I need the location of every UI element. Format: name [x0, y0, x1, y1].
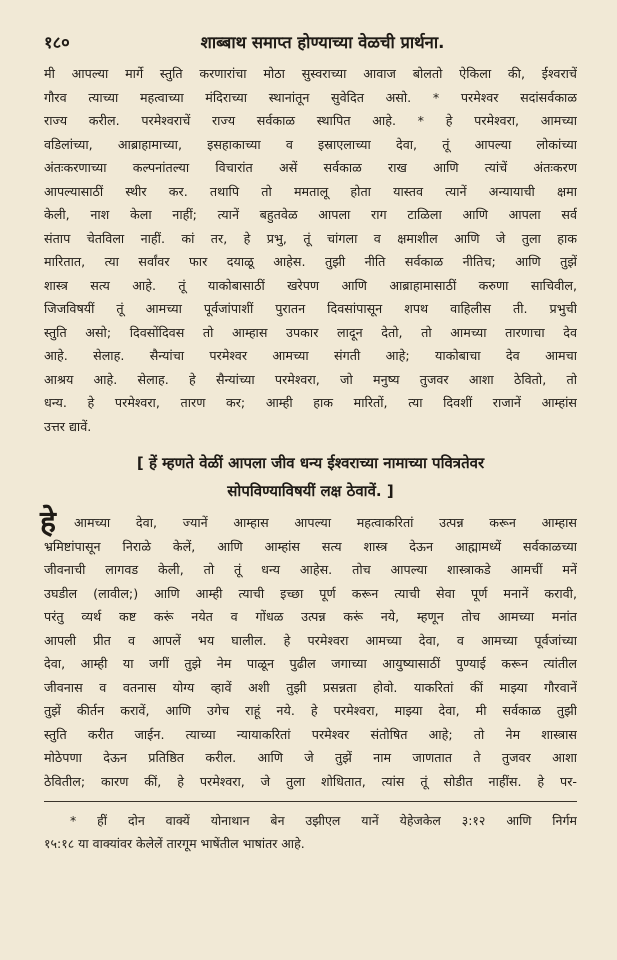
prayer-instruction: [44, 449, 577, 505]
text-line: जिजविषयीं तूं आमच्या पूर्वजांपाशीं पुरातन दिवसांपासून शपथ वाहिलीस ती. प्रभुची: [44, 301, 577, 316]
page-number: १८०: [44, 33, 70, 52]
footnote-line: १५:१८ या वाक्यांवर केलेलें तारगूम भाषेंतील भाषांतर आहे.: [44, 836, 305, 851]
text-line: परंतु व्यर्थ कष्ट करूं नयेत व गोंधळ उत्पन्न करूं नये, म्हणून तोच आमच्या मनांत: [44, 609, 577, 624]
text-line: उत्तर द्यावें.: [44, 418, 92, 434]
text-line: संताप चेतविला नाहीं. कां तर, हे प्रभु, तूं चांगला व क्षमाशील आणि जे तुला हाक: [44, 230, 577, 246]
paragraph-2: [40, 504, 577, 793]
prayer-instruction-line: [ हें म्हणते वेळीं आपला जीव धन्य ईश्वराच्या नामाच्या पवित्रतेवर: [136, 454, 485, 472]
text-line: स्तुति असो; दिवसोंदिवस तो आम्हास उपकार लादून देतो, तो आमच्या तारणाचा देव: [44, 324, 577, 340]
text-line: अंतःकरणाच्या कल्पनांतल्या विचारांत असें सर्वकाळ राख आणि त्यांचें अंतःकरण: [44, 160, 577, 175]
text-line: स्तुति करीत जाईन. त्याच्या न्यायाकरितां परमेश्वर संतोषित आहे; तो नेम शास्त्रास: [44, 726, 577, 742]
text-line: आपल्यासाठीं स्थीर कर. तथापि तो ममतालू होता यास्तव त्यानें अन्यायाची क्षमा: [44, 183, 577, 199]
footnote-divider: [44, 801, 577, 802]
footnote: [44, 809, 577, 855]
text-line: मारितात, त्या सर्वांवर फार दयाळू आहेस. तुझी नीति सर्वकाळ नीतिच; आणि तुझें: [44, 254, 577, 269]
text-line: आश्रय आहे. सेलाह. हे सैन्यांच्या परमेश्वरा, जो मनुष्य तुजवर आशा ठेवितो, तो: [44, 371, 577, 387]
page-header: [44, 30, 577, 60]
drop-cap: हे: [40, 504, 56, 540]
text-line: भ्रमिष्टांपासून निराळे केलें, आणि आम्हांस सत्य शास्त्र देऊन आह्मामध्यें सर्वकाळच्या: [44, 538, 577, 554]
text-line: आपली प्रीत व आपलें भय घालील. हे परमेश्वरा आमच्या देवा, व आमच्या पूर्वजांच्या: [44, 632, 577, 648]
text-line: केली, नाश केला नाहीं; त्यानें बहुतवेळ आपला राग टाळिला आणि आपला सर्व: [44, 207, 577, 222]
text-line: धन्य. हे परमेश्वरा, तारण कर; आम्ही हाक मारितों, त्या दिवशीं राजानें आम्हांस: [44, 395, 577, 410]
prayer-instruction-line: सोपविण्याविषयीं लक्ष ठेवावें. ]: [227, 482, 394, 500]
text-line: आमच्या देवा, ज्यानें आम्हास आपल्या महत्वाकरितां उत्पन्न करून आम्हास: [74, 515, 577, 530]
paragraph-1: [44, 62, 577, 438]
text-line: मी आपल्या मार्गे स्तुति करणारांचा मोठा सुस्वराच्या आवाज बोलतो ऐकिला की, ईश्वराचें: [44, 66, 577, 81]
text-line: राज्य करील. परमेश्वराचें राज्य सर्वकाळ स्थापित आहे. * हे परमेश्वरा, आमच्या: [44, 113, 577, 128]
text-line: आहे. सेलाह. सैन्यांचा परमेश्वर आमच्या संगती आहे; याकोबाचा देव आमचा: [44, 348, 577, 363]
text-line: शास्त्र सत्य आहे. तूं याकोबासाठीं खरेपण आणि आब्राहामासाठीं करुणा साचिवील,: [44, 277, 577, 293]
text-line: ठेवितील; कारण कीं, हे परमेश्वरा, जे तुला शोधितात, त्यांस तूं सोडीत नाहींस. हे पर-: [44, 773, 577, 789]
text-line: गौरव त्याच्या महत्वाच्या मंदिराच्या स्थानांतून सुवेदित असो. * परमेश्वर सदांसर्वकाळ: [44, 89, 577, 105]
text-line: जीवनास व वतनास योग्य व्हावें अशी तुझी प्रसन्नता होवो. याकरितां कीं माझ्या गौरवानें: [44, 679, 577, 695]
text-line: जीवनाची लागवड केली, तो तूं धन्य आहेस. तोच आपल्या शास्त्राकडे आमचीं मनें: [44, 562, 577, 577]
text-line: देवा, आम्ही या जगीं तुझे नेम पाळून पुढील जगाच्या आयुष्यासाठीं पुण्याई करून त्यांतील: [44, 656, 577, 671]
text-line: मोठेपणा देऊन प्रतिष्ठित करील. आणि जे तुझें नाम जाणतात ते तुजवर आशा: [44, 750, 577, 765]
footnote-line: * हीं दोन वाक्यें योनाथान बेन उझीएल यानें येहेजकेल ३:१२ आणि निर्गम: [70, 813, 577, 828]
running-title: शाब्बाथ समाप्त होण्याच्या वेळची प्रार्थना.: [200, 33, 445, 52]
text-line: तुझें कीर्तन करावें, आणि उगेच राहूं नये. हे परमेश्वरा, माझ्या देवा, मी सर्वकाळ तुझी: [44, 703, 577, 718]
text-line: उघडील (लावील;) आणि आम्ही त्याची इच्छा पूर्ण करून त्याची सेवा पूर्ण मनानें करावी,: [44, 585, 577, 601]
text-line: वडिलांच्या, आब्राहामाच्या, इसहाकाच्या व इस्राएलाच्या देवा, तूं आपल्या लोकांच्या: [44, 136, 577, 152]
